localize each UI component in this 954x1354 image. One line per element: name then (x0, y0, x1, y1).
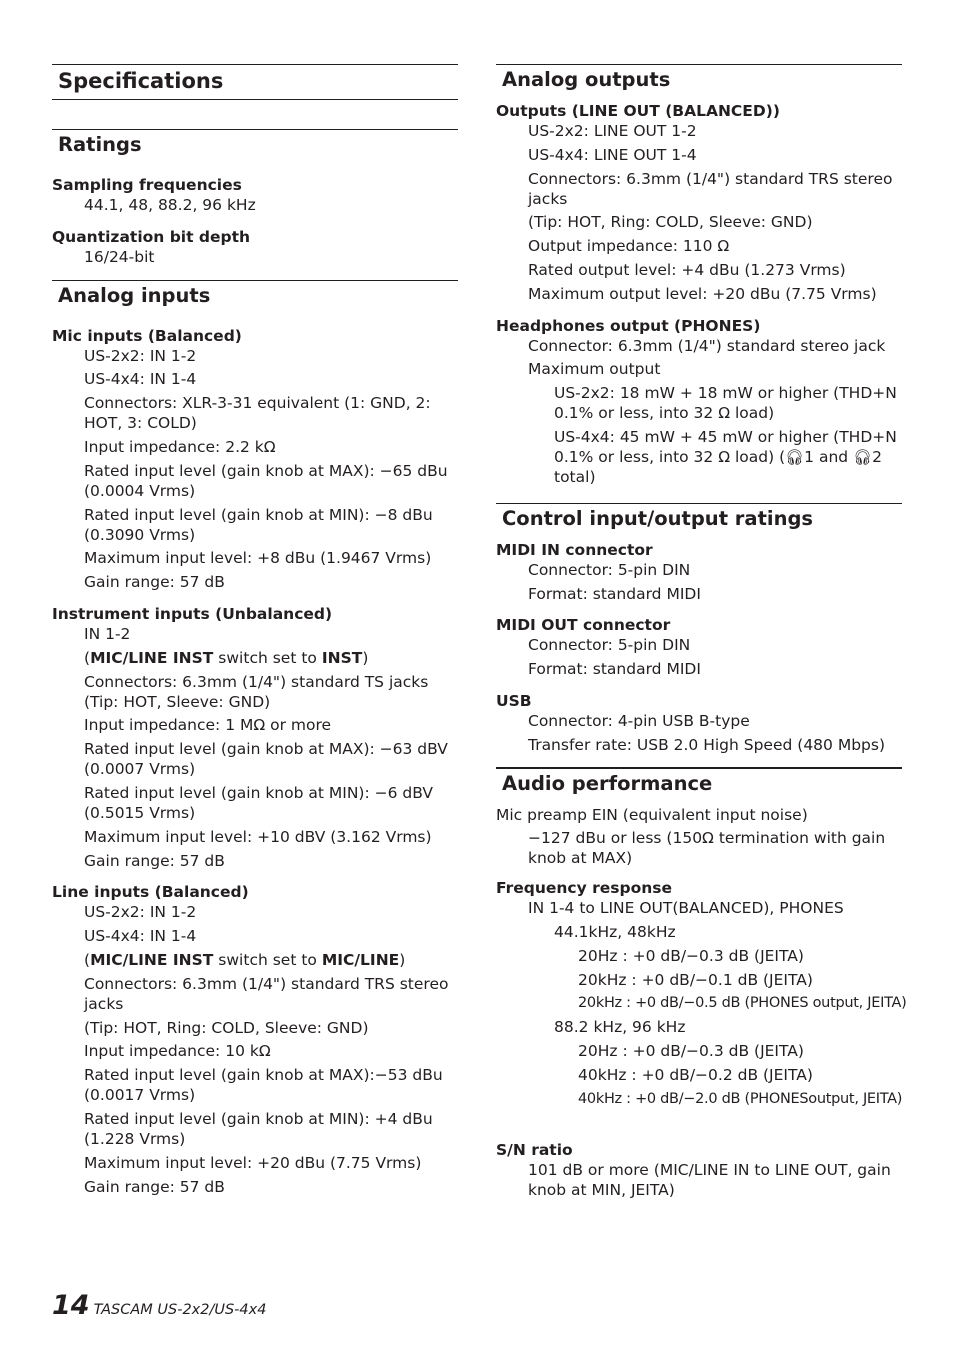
line-in-line: Gain range: 57 dB (84, 1177, 225, 1196)
line-in-line: Rated input level (gain knob at MAX):−53 dBu (0.0017 Vrms) (84, 1066, 443, 1105)
freq-line: 20kHz : +0 dB/−0.5 dB (PHONES output, JEITA) (578, 995, 907, 1012)
line-inputs-label: Line inputs (Balanced) (52, 883, 249, 902)
midi-out-line: Connector: 5-pin DIN (528, 636, 691, 655)
headphones-label: Headphones output (PHONES) (496, 316, 761, 335)
outputs-line: Rated output level: +4 dBu (1.273 Vrms) (528, 260, 846, 279)
headphones-icon: 🎧︎ (785, 447, 805, 466)
freq-group-1: 44.1kHz, 48kHz (554, 922, 676, 941)
freq-line: 40kHz : +0 dB/−2.0 dB (PHONESoutput, JEITA) (578, 1090, 903, 1107)
mic-line: US-2x2: IN 1-2 (84, 346, 197, 365)
right-column (496, 64, 907, 1204)
freq-path: IN 1-4 to LINE OUT(BALANCED), PHONES (528, 899, 844, 918)
sn-ratio-label: S/N ratio (496, 1141, 573, 1160)
inst-line: Maximum input level: +10 dBV (3.162 Vrms) (84, 827, 432, 846)
sn-ratio-value: 101 dB or more (MIC/LINE IN to LINE OUT, gain knob at MIN, JEITA) (528, 1161, 891, 1200)
ein-label: Mic preamp EIN (equivalent input noise) (496, 805, 808, 824)
quantization-label: Quantization bit depth (52, 227, 251, 246)
usb-label: USB (496, 691, 532, 710)
usb-line: Connector: 4-pin USB B-type (528, 711, 750, 730)
line-in-line: Maximum input level: +20 dBu (7.75 Vrms) (84, 1153, 422, 1172)
headphones-connector: Connector: 6.3mm (1/4") standard stereo jack (528, 336, 886, 355)
freq-line: 20Hz : +0 dB/−0.3 dB (JEITA) (578, 946, 804, 965)
outputs-line: (Tip: HOT, Ring: COLD, Sleeve: GND) (528, 213, 813, 232)
headphones-us2x2: US-2x2: 18 mW + 18 mW or higher (THD+N 0.1% or less, into 32 Ω load) (554, 384, 897, 423)
line-in-line: Connectors: 6.3mm (1/4") standard TRS stereo jacks (84, 974, 449, 1013)
sampling-value: 44.1, 48, 88.2, 96 kHz (84, 196, 256, 214)
product-name: TASCAM US-2x2/US-4x4 (93, 1302, 267, 1318)
page-footer (52, 1290, 266, 1321)
page-number: 14 (52, 1290, 90, 1321)
line-in-line: US-4x4: IN 1-4 (84, 927, 197, 946)
outputs-label: Outputs (LINE OUT (BALANCED)) (496, 102, 780, 120)
headphones-icon: 🎧︎ (853, 447, 873, 466)
mic-line: Rated input level (gain knob at MIN): −8 dBu (0.3090 Vrms) (84, 505, 433, 544)
line-in-line: US-2x2: IN 1-2 (84, 903, 197, 922)
freq-line: 20kHz : +0 dB/−0.1 dB (JEITA) (578, 970, 813, 989)
section-analog-outputs-heading: Analog outputs (496, 64, 902, 94)
midi-out-line: Format: standard MIDI (528, 660, 701, 679)
freq-group-2: 88.2 kHz, 96 kHz (554, 1018, 686, 1037)
midi-in-line: Format: standard MIDI (528, 584, 701, 603)
inst-line: Rated input level (gain knob at MIN): −6 dBV (0.5015 Vrms) (84, 783, 433, 822)
freq-line: 20Hz : +0 dB/−0.3 dB (JEITA) (578, 1041, 804, 1060)
inst-line: Gain range: 57 dB (84, 851, 225, 870)
midi-in-line: Connector: 5-pin DIN (528, 560, 691, 579)
outputs-line: Maximum output level: +20 dBu (7.75 Vrms) (528, 284, 877, 303)
freq-response-label: Frequency response (496, 879, 673, 898)
inst-switch-line: (MIC/LINE INST switch set to INST) (84, 648, 369, 667)
inst-line: Input impedance: 1 MΩ or more (84, 716, 332, 735)
inst-line: Connectors: 6.3mm (1/4") standard TS jacks (Tip: HOT, Sleeve: GND) (84, 672, 429, 711)
inst-line: IN 1-2 (84, 624, 131, 643)
inst-line: Rated input level (gain knob at MAX): −63 dBV (0.0007 Vrms) (84, 740, 448, 779)
outputs-line: Connectors: 6.3mm (1/4") standard TRS stereo jacks (528, 169, 893, 208)
headphones-max-label: Maximum output (528, 360, 661, 379)
outputs-line: US-2x2: LINE OUT 1-2 (528, 122, 697, 140)
instrument-inputs-label: Instrument inputs (Unbalanced) (52, 604, 333, 623)
line-in-line: (Tip: HOT, Ring: COLD, Sleeve: GND) (84, 1018, 369, 1037)
section-analog-inputs-heading: Analog inputs (52, 280, 458, 310)
outputs-line: US-4x4: LINE OUT 1-4 (528, 145, 697, 164)
mic-line: Gain range: 57 dB (84, 573, 225, 592)
mic-line: Input impedance: 2.2 kΩ (84, 437, 276, 456)
ein-value: −127 dBu or less (150Ω termination with gain knob at MAX) (528, 829, 886, 868)
section-ratings-heading: Ratings (52, 129, 458, 159)
mic-line: Maximum input level: +8 dBu (1.9467 Vrms) (84, 549, 432, 568)
mic-line: Rated input level (gain knob at MAX): −65 dBu (0.0004 Vrms) (84, 461, 448, 500)
section-control-heading: Control input/output ratings (496, 503, 902, 533)
midi-out-label: MIDI OUT connector (496, 616, 671, 635)
line-switch-line: (MIC/LINE INST switch set to MIC/LINE) (84, 950, 406, 969)
freq-line: 40kHz : +0 dB/−0.2 dB (JEITA) (578, 1065, 813, 1084)
line-in-line: Input impedance: 10 kΩ (84, 1042, 271, 1061)
midi-in-label: MIDI IN connector (496, 540, 653, 559)
usb-line: Transfer rate: USB 2.0 High Speed (480 Mbps) (528, 735, 886, 754)
quantization-value: 16/24-bit (84, 247, 155, 266)
mic-inputs-label: Mic inputs (Balanced) (52, 326, 242, 345)
mic-line: Connectors: XLR-3-31 equivalent (1: GND, 2: HOT, 3: COLD) (84, 394, 431, 433)
section-audio-heading: Audio performance (496, 767, 902, 798)
page-title: Specifications (52, 64, 458, 100)
outputs-line: Output impedance: 110 Ω (528, 237, 730, 256)
mic-line: US-4x4: IN 1-4 (84, 370, 197, 389)
line-in-line: Rated input level (gain knob at MIN): +4 dBu (1.228 Vrms) (84, 1109, 433, 1148)
headphones-us4x4: US-4x4: 45 mW + 45 mW or higher (THD+N 0.1% or less, into 32 Ω load) (🎧︎1 and 🎧︎2 total) (554, 427, 897, 486)
left-column (52, 64, 458, 1200)
sampling-label: Sampling frequencies (52, 176, 242, 194)
